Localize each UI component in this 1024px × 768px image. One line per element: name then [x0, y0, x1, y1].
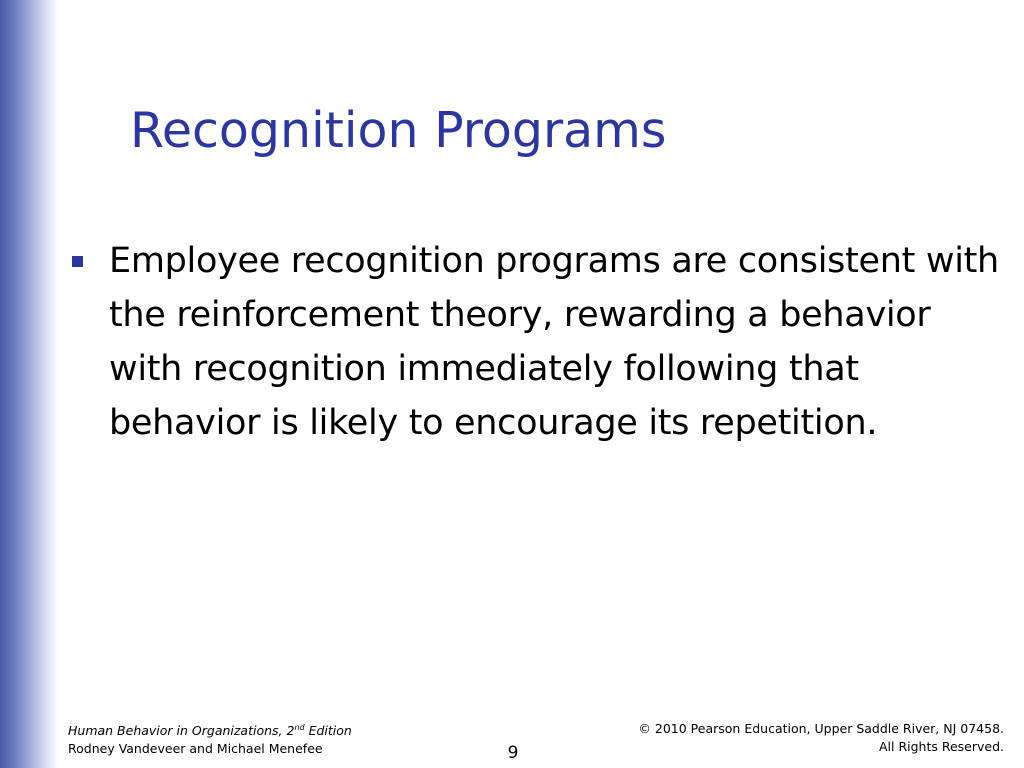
footer-copyright — [638, 720, 1004, 756]
footer-authors: Rodney Vandeveer and Michael Menefee — [68, 741, 323, 756]
bullet-text: Employee recognition programs are consistent with the reinforcement theory, rewarding a behavior with recognition immediately following that behavior is likely to encourage its repetition. — [109, 241, 999, 443]
page-number: 9 — [507, 743, 519, 763]
copyright-line-1: © 2010 Pearson Education, Upper Saddle River, NJ 07458. — [638, 721, 1004, 736]
side-gradient-bar — [0, 0, 58, 768]
bullet-list — [70, 234, 1000, 450]
bullet-item — [70, 234, 1000, 450]
edition-superscript: nd — [294, 722, 305, 732]
footer-book-title: Human Behavior in Organizations, 2nd Edition — [68, 722, 352, 738]
copyright-line-2: All Rights Reserved. — [878, 739, 1004, 754]
footer-book-info — [68, 722, 352, 758]
square-bullet-icon — [72, 256, 83, 267]
slide-title: Recognition Programs — [130, 102, 667, 159]
